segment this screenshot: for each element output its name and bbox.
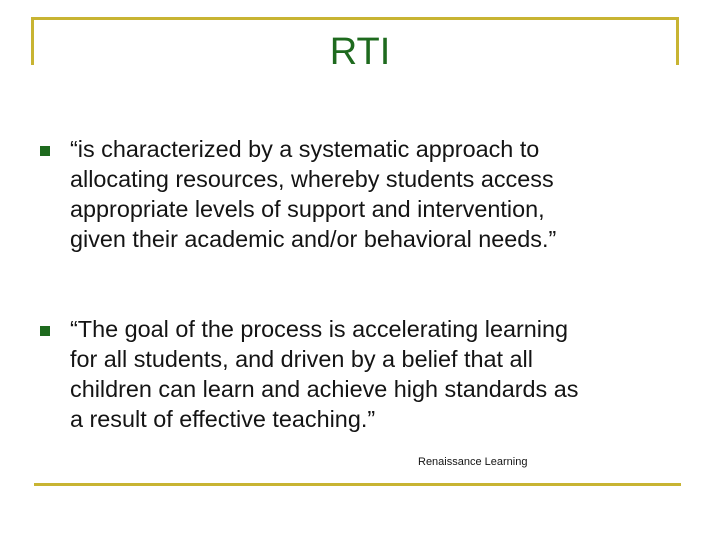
frame-bottom-rule <box>34 483 681 486</box>
bullet-text-2 <box>70 314 690 434</box>
bullet-2-line-4: a result of effective teaching.” <box>70 406 376 432</box>
bullet-2-line-3: children can learn and achieve high standards as <box>70 376 579 402</box>
frame-top-rule <box>31 17 679 20</box>
square-bullet-icon <box>40 326 50 336</box>
bullet-text-1 <box>70 134 690 254</box>
bullet-1-line-1: “is characterized by a systematic approach to <box>70 136 540 162</box>
square-bullet-icon <box>40 146 50 156</box>
bullet-1-line-4: given their academic and/or behavioral needs.” <box>70 226 557 252</box>
slide-title: RTI <box>329 31 391 73</box>
bullet-2-line-1: “The goal of the process is accelerating learning <box>70 316 568 342</box>
bullet-1-line-2: allocating resources, whereby students access <box>70 166 554 192</box>
citation-source: Renaissance Learning <box>418 456 528 468</box>
bullet-1-line-3: appropriate levels of support and intervention, <box>70 196 545 222</box>
bullet-2-line-2: for all students, and driven by a belief that all <box>70 346 533 372</box>
